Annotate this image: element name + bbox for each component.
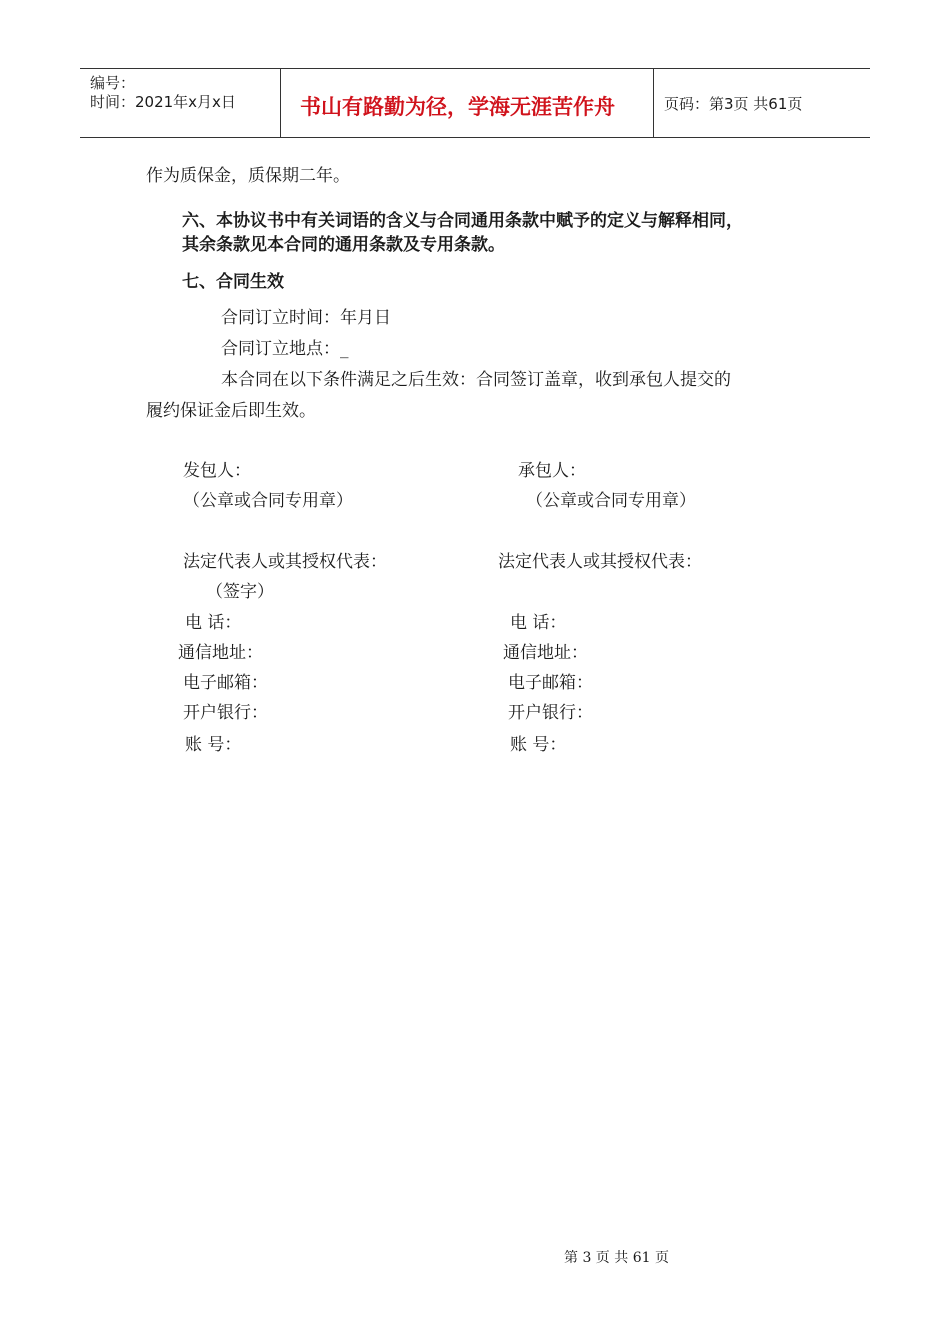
- employer-representative: 法定代表人或其授权代表：: [183, 552, 387, 572]
- contractor-email: 电子邮箱：: [508, 673, 593, 693]
- contractor-representative: 法定代表人或其授权代表：: [498, 552, 702, 572]
- contractor-account: 账 号：: [510, 735, 567, 755]
- employer-address: 通信地址：: [178, 643, 263, 663]
- contractor-seal-note: （公章或合同专用章）: [526, 491, 696, 511]
- contractor-bank: 开户银行：: [508, 703, 593, 723]
- employer-bank: 开户银行：: [183, 703, 268, 723]
- contractor-address: 通信地址：: [503, 643, 588, 663]
- section-7-title: 七、合同生效: [182, 272, 284, 292]
- contractor-phone: 电 话：: [510, 613, 567, 633]
- effective-condition-line-2: 履约保证金后即生效。: [146, 401, 316, 421]
- employer-email: 电子邮箱：: [183, 673, 268, 693]
- employer-phone: 电 话：: [185, 613, 242, 633]
- header-meta-cell: [80, 69, 280, 137]
- paragraph-warranty: 作为质保金，质保期二年。: [146, 166, 350, 186]
- header-page-cell: [653, 69, 870, 137]
- employer-seal-note: （公章或合同专用章）: [183, 491, 353, 511]
- employer-label: 发包人：: [183, 461, 251, 481]
- contract-sign-place: 合同订立地点：_: [221, 339, 349, 359]
- employer-account: 账 号：: [185, 735, 242, 755]
- header-page-info: 页码：第3页 共61页: [664, 95, 803, 113]
- contractor-label: 承包人：: [518, 461, 586, 481]
- contract-sign-time: 合同订立时间：年月日: [221, 308, 391, 328]
- footer-page-number: 第 3 页 共 61 页: [564, 1250, 669, 1266]
- document-header: [80, 68, 870, 138]
- header-slogan: 书山有路勤为径，学海无涯苦作舟: [300, 95, 615, 119]
- number-label: 编号：: [90, 74, 136, 92]
- time-label: 时间：2021年x月x日: [90, 93, 236, 111]
- effective-condition-line-1: 本合同在以下条件满足之后生效：合同签订盖章，收到承包人提交的: [221, 370, 731, 390]
- section-6-line-1: 六、本协议书中有关词语的含义与合同通用条款中赋予的定义与解释相同，: [182, 211, 743, 231]
- header-slogan-cell: [280, 69, 654, 137]
- section-6-line-2: 其余条款见本合同的通用条款及专用条款。: [182, 235, 505, 255]
- employer-sign-note: （签字）: [206, 582, 274, 602]
